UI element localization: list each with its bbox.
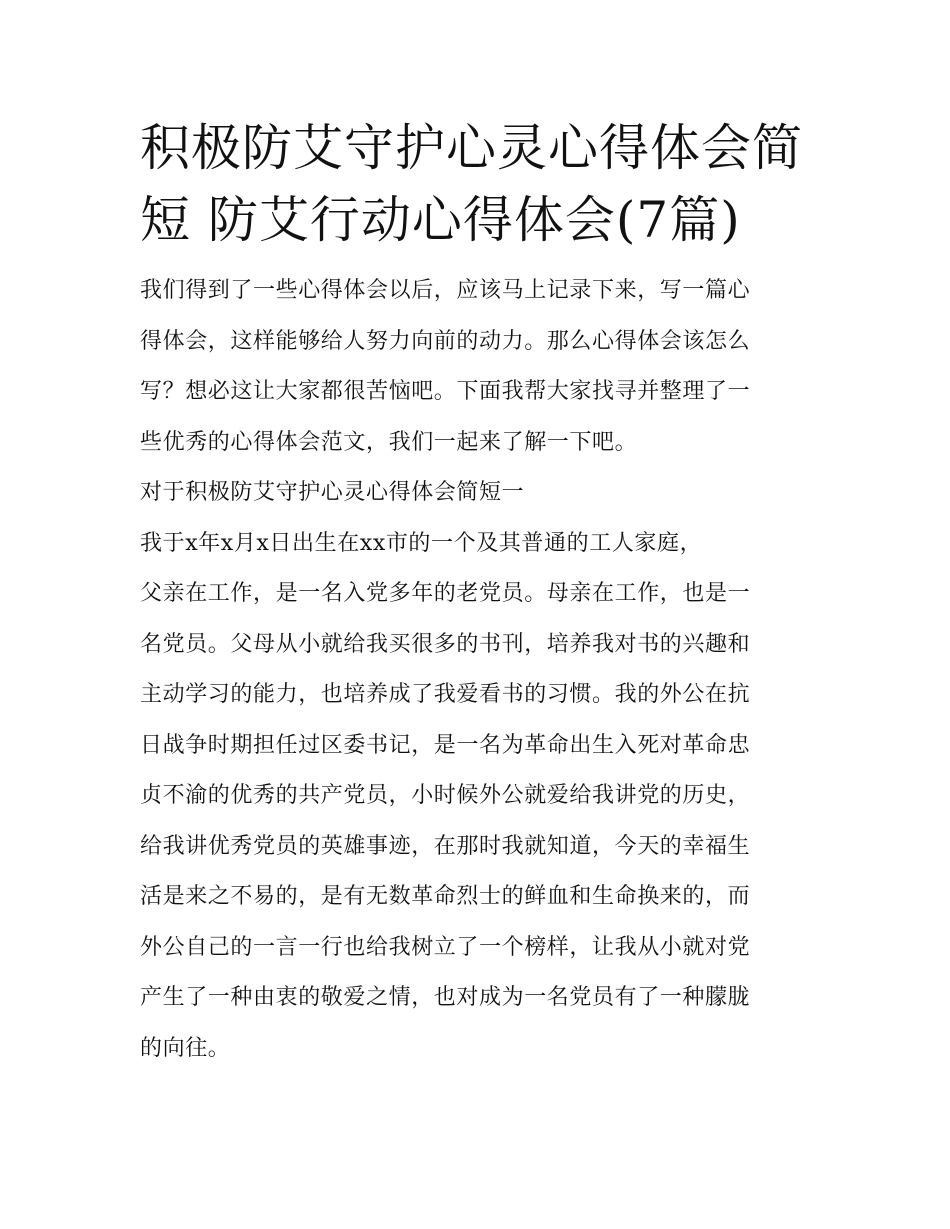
essay-line-3: 名党员。父母从小就给我买很多的书刊，培养我对书的兴趣和 [140,631,751,657]
essay-line-9: 外公自己的一言一行也给我树立了一个榜样，让我从小就对党 [140,934,751,960]
title-line-1: 积极防艾守护心灵心得体会简 [140,119,803,177]
essay-line-10: 产生了一种由衷的敬爱之情，也对成为一名党员有了一种朦胧 [140,985,751,1010]
intro-line-1: 我们得到了一些心得体会以后，应该马上记录下来，写一篇心 [140,278,751,303]
intro-line-4: 些优秀的心得体会范文，我们一起来了解一下吧。 [140,429,638,455]
essay-line-7: 给我讲优秀党员的英雄事迹，在那时我就知道，今天的幸福生 [140,833,751,859]
essay-line-5: 日战争时期担任过区委书记，是一名为革命出生入死对革命忠 [140,732,751,758]
document-body [140,276,820,1084]
title-line-2: 短 防艾行动心得体会(7篇) [140,191,741,249]
essay-line-8: 活是来之不易的，是有无数革命烈士的鲜血和生命换来的，而 [140,884,751,909]
essay-line-4: 主动学习的能力，也培养成了我爱看书的习惯。我的外公在抗 [140,682,751,707]
essay-line-11: 的向往。 [140,1035,231,1061]
intro-line-3: 写？想必这让大家都很苦恼吧。下面我帮大家找寻并整理了一 [140,379,751,404]
essay-line-1: 我于x年x月x日出生在xx市的一个及其普通的工人家庭， [140,530,703,556]
essay-line-2: 父亲在工作，是一名入党多年的老党员。母亲在工作，也是一 [140,581,751,606]
section-heading: 对于积极防艾守护心灵心得体会简短一 [140,480,525,505]
document-title [140,118,820,250]
intro-line-2: 得体会，这样能够给人努力向前的动力。那么心得体会该怎么 [140,328,751,354]
essay-line-6: 贞不渝的优秀的共产党员，小时候外公就爱给我讲党的历史， [140,783,751,808]
